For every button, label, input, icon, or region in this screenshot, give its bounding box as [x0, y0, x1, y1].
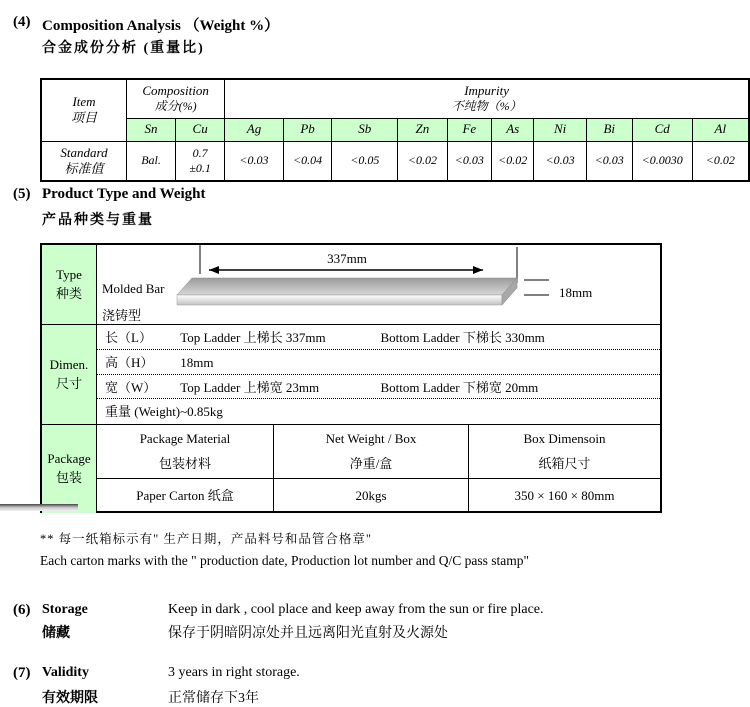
element-header-as: As [491, 118, 533, 141]
package-header-cell [42, 425, 97, 513]
value-cu [176, 141, 225, 181]
product-table [40, 243, 662, 513]
dimension-label-zh: 尺寸 [55, 375, 82, 391]
value-cd: <0.0030 [632, 141, 692, 181]
element-header-sb: Sb [332, 118, 398, 141]
box-dimension-zh: 纸箱尺寸 [538, 455, 591, 471]
impurity-header-zh: 不纯物（%） [451, 99, 522, 114]
dimension-row-height [97, 350, 660, 375]
item-header-zh: 项目 [70, 110, 97, 126]
stray-bar-artifact [0, 504, 78, 511]
dim-top-ladder: Top Ladder 上梯长 337mm [180, 330, 326, 345]
net-weight-en: Net Weight / Box [325, 430, 417, 446]
box-dimension-en: Box Dimensoin [523, 430, 606, 446]
package-material-en: Package Material [139, 430, 231, 446]
dimension-label-en: Dimen. [49, 356, 89, 372]
footnote-zh: ** 每一纸箱标示有" 生产日期，产品料号和品管合格章" [40, 532, 372, 546]
package-material-value: Paper Carton 纸盒 [97, 479, 274, 513]
package-section [42, 425, 660, 513]
type-content-cell [97, 245, 660, 324]
dimension-rows [97, 325, 660, 424]
value-cu-line2: ±0.1 [189, 160, 211, 175]
net-weight-zh: 净重/盒 [349, 455, 393, 471]
dim-value: 18mm [180, 354, 214, 370]
molded-bar-diagram [97, 245, 660, 323]
package-label-en: Package [47, 451, 91, 467]
impurity-header-en: Impurity [464, 83, 509, 99]
dimension-row-weight [97, 399, 660, 424]
composition-header-cell [127, 79, 225, 118]
element-header-ni: Ni [534, 118, 586, 141]
standard-row-label-zh: 标准值 [64, 160, 104, 176]
value-as: <0.02 [491, 141, 533, 181]
element-header-cd: Cd [632, 118, 692, 141]
dim-bottom-ladder: Bottom Ladder 下梯宽 20mm [380, 379, 539, 395]
value-sb: <0.05 [332, 141, 398, 181]
section5-title-en: Product Type and Weight [42, 186, 206, 202]
net-weight-header [274, 425, 469, 478]
value-cu-line1: 0.7 [192, 145, 208, 160]
dim-top-ladder: Top Ladder 上梯宽 23mm [180, 379, 320, 395]
impurity-header-cell [225, 79, 749, 118]
composition-table [40, 78, 750, 182]
section6-number: (6) [13, 602, 31, 618]
section7-text-zh: 正常储存下3年 [168, 691, 259, 706]
element-header-ag: Ag [225, 118, 284, 141]
dimension-header-cell [42, 325, 97, 424]
section6-text-en: Keep in dark , cool place and keep away from the sun or fire place. [168, 602, 544, 617]
composition-header-zh: 成分(%) [154, 99, 197, 114]
element-header-fe: Fe [447, 118, 491, 141]
package-material-zh: 包装材料 [158, 455, 211, 471]
item-header-cell [41, 79, 127, 141]
type-header-cell [42, 245, 97, 324]
value-ni: <0.03 [534, 141, 586, 181]
section7-number: (7) [13, 665, 31, 681]
dimension-row-length [97, 325, 660, 350]
bar-front-face [177, 295, 502, 305]
height-dimension-label: 18mm [559, 285, 593, 300]
section4-number: (4) [13, 14, 31, 30]
value-al: <0.02 [692, 141, 749, 181]
bar-top-face [177, 278, 517, 295]
value-zn: <0.02 [398, 141, 448, 181]
package-material-header [97, 425, 274, 478]
type-value-en: Molded Bar [102, 281, 165, 296]
section6-title-en: Storage [42, 602, 88, 617]
value-sn: Bal. [127, 141, 176, 181]
type-label-zh: 种类 [55, 285, 82, 301]
element-header-bi: Bi [586, 118, 632, 141]
standard-row-label-en: Standard [60, 144, 108, 160]
dimension-row-width [97, 375, 660, 400]
package-label-zh: 包装 [55, 470, 82, 485]
net-weight-value: 20kgs [274, 479, 469, 513]
element-header-al: Al [692, 118, 749, 141]
value-ag: <0.03 [225, 141, 284, 181]
value-pb: <0.04 [283, 141, 332, 181]
type-row [42, 245, 660, 325]
arrowhead-left [209, 266, 219, 274]
section4-title-zh: 合金成份分析 (重量比) [42, 41, 205, 56]
length-dimension-label: 337mm [327, 251, 367, 266]
section5-title-zh: 产品种类与重量 [42, 213, 154, 228]
package-grid [97, 425, 660, 513]
dim-name: 长（L） [105, 330, 152, 345]
section7-title-en: Validity [42, 665, 89, 680]
element-header-sn: Sn [127, 118, 176, 141]
dimension-section [42, 325, 660, 425]
box-dimension-value: 350 × 160 × 80mm [514, 487, 615, 503]
dim-weight: 重量 (Weight)~0.85kg [105, 404, 223, 420]
dim-bottom-ladder: Bottom Ladder 下梯长 330mm [380, 330, 545, 345]
arrowhead-right [473, 266, 483, 274]
element-header-cu: Cu [176, 118, 225, 141]
composition-header-en: Composition [142, 83, 209, 99]
item-header-en: Item [72, 94, 96, 109]
package-header-row [97, 425, 660, 479]
section6-text-zh: 保存于阴暗阴凉处并且远离阳光直射及火源处 [168, 626, 448, 641]
element-header-zn: Zn [398, 118, 448, 141]
element-header-pb: Pb [283, 118, 332, 141]
section6-title-zh: 储藏 [42, 626, 70, 641]
footnote-en: Each carton marks with the " production date, Production lot number and Q/C pass stamp" [40, 553, 530, 568]
standard-row-label-cell [41, 141, 127, 181]
section7-title-zh: 有效期限 [42, 691, 98, 706]
section4-title-en: Composition Analysis （Weight %） [42, 18, 280, 34]
dim-name: 高（H） [105, 354, 154, 370]
type-value-zh: 浇铸型 [102, 308, 142, 323]
section7-text-en: 3 years in right storage. [168, 665, 300, 680]
type-label-en: Type [56, 266, 82, 282]
box-dimension-header [469, 425, 660, 478]
section5-number: (5) [13, 186, 31, 202]
value-fe: <0.03 [447, 141, 491, 181]
value-bi: <0.03 [586, 141, 632, 181]
dim-name: 宽（W） [105, 379, 157, 395]
package-value-row [97, 479, 660, 513]
